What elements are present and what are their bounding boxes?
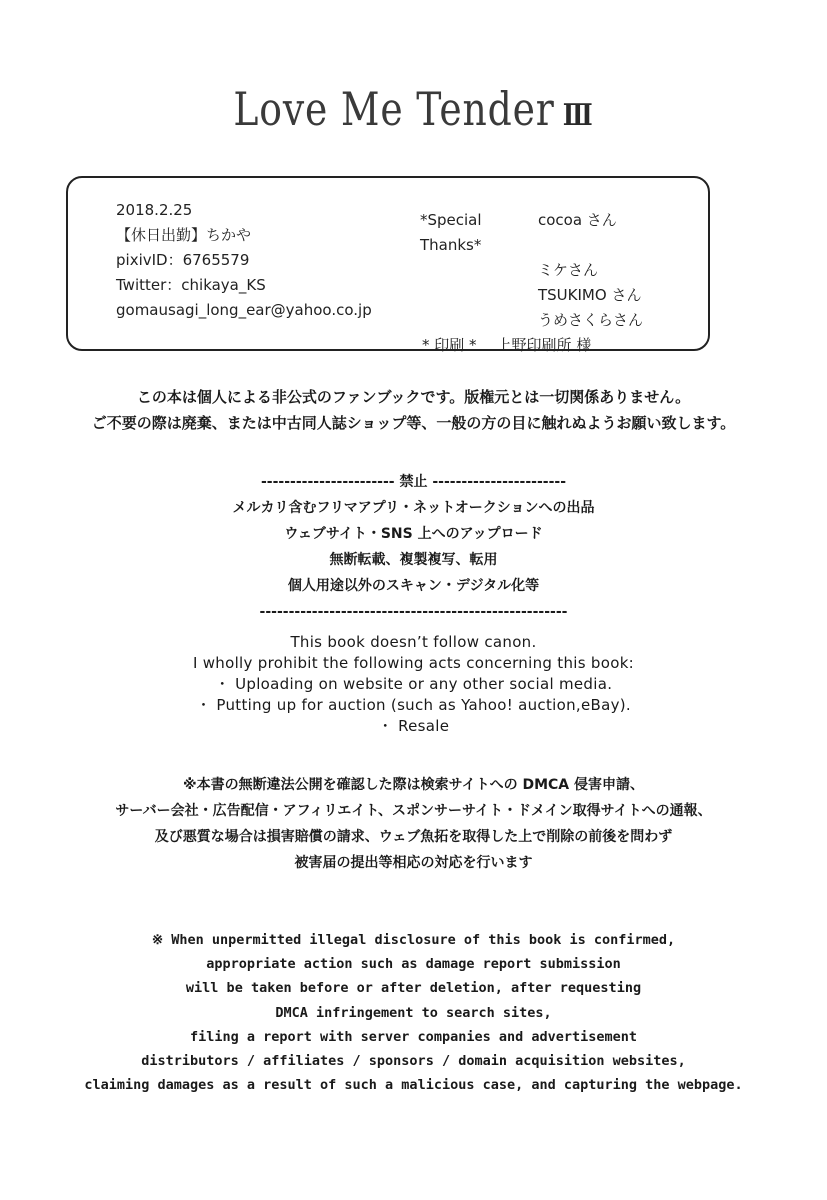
circle-author: 【休日出勤】ちかや <box>116 226 252 244</box>
prohibited-item: 無断転載、複製複写、転用 <box>329 552 498 568</box>
dmca-jp-line: ※本書の無断違法公開を確認した際は検索サイトへの DMCA 侵害申請、 <box>182 777 645 793</box>
dmca-jp-line: サーバー会社・広告配信・アフィリエイト、スポンサーサイト・ドメイン取得サイトへの通報、 <box>115 803 712 819</box>
english-notice <box>0 632 827 737</box>
dmca-notice-en <box>0 928 827 1097</box>
english-notice-line: ・ Uploading on website or any other social media. <box>214 675 613 693</box>
dmca-en-line: ※ When unpermitted illegal disclosure of this book is confirmed, <box>151 932 676 948</box>
colophon-author-info <box>116 198 372 323</box>
special-thanks-label: *Special Thanks* <box>420 211 482 254</box>
prohibited-acts-list <box>0 469 827 625</box>
thanks-name: TSUKIMO さん <box>538 286 642 304</box>
twitter-handle: Twitter：chikaya_KS <box>116 276 266 294</box>
fanbook-notice-jp <box>0 384 827 436</box>
publish-date: 2018.2.25 <box>116 201 193 219</box>
email-address: gomausagi_long_ear@yahoo.co.jp <box>116 301 372 319</box>
dmca-en-line: distributors / affiliates / sponsors / domain acquisition websites, <box>141 1053 686 1070</box>
dmca-jp-line: 及び悪質な場合は損害賠償の請求、ウェブ魚拓を取得した上で削除の前後を問わず <box>154 829 673 845</box>
prohibited-item: メルカリ含むフリマアプリ・ネットオークションへの出品 <box>232 500 595 516</box>
dmca-en-line: DMCA infringement to search sites, <box>275 1004 552 1021</box>
notice-line: この本は個人による非公式のファンブックです。版権元とは一切関係ありません。 <box>136 388 691 406</box>
dmca-jp-line: 被害届の提出等相応の対応を行います <box>294 855 533 871</box>
dmca-en-line: claiming damages as a result of such a malicious case, and capturing the webpage. <box>84 1077 743 1094</box>
english-notice-line: ・ Putting up for auction (such as Yahoo! auction,eBay). <box>196 696 631 714</box>
prohibited-item: 個人用途以外のスキャン・デジタル化等 <box>287 578 540 594</box>
english-notice-line: This book doesn’t follow canon. <box>290 633 537 651</box>
prohibited-footer: ----------------------------------------------------- <box>259 604 568 620</box>
printer-name: 上野印刷所 様 <box>496 336 592 354</box>
prohibited-header: ----------------------- 禁止 ----------------------- <box>260 474 567 490</box>
dmca-en-line: filing a report with server companies and advertisement <box>189 1028 638 1045</box>
dmca-en-line: will be taken before or after deletion, after requesting <box>185 980 642 997</box>
thanks-name: cocoa さん <box>538 211 617 229</box>
thanks-name: ミケさん <box>538 261 599 279</box>
book-title-main: Love Me Tender <box>233 82 555 136</box>
english-notice-line: I wholly prohibit the following acts concerning this book: <box>192 654 635 672</box>
dmca-notice-jp <box>0 772 827 876</box>
thanks-name: うめさくらさん <box>538 311 644 329</box>
colophon-credits <box>420 208 643 358</box>
prohibited-item: ウェブサイト・SNS 上へのアップロード <box>284 526 543 542</box>
dmca-en-line: appropriate action such as damage report submission <box>206 956 621 973</box>
english-notice-line: ・ Resale <box>377 717 450 735</box>
book-volume-number: Ⅲ <box>562 98 594 133</box>
pixiv-id: pixivID：6765579 <box>116 251 250 269</box>
print-label: * 印刷 * <box>422 336 477 354</box>
book-title <box>74 82 752 136</box>
notice-line: ご不要の際は廃棄、または中古同人誌ショップ等、一般の方の目に触れぬようお願い致します。 <box>91 414 736 432</box>
colophon-box <box>66 176 710 354</box>
